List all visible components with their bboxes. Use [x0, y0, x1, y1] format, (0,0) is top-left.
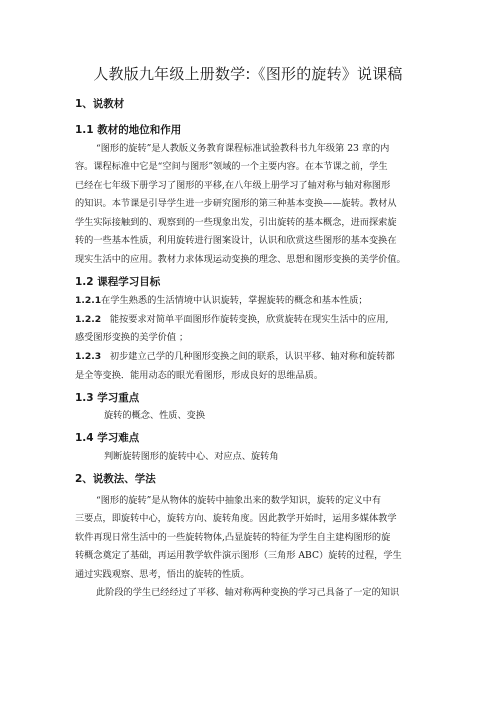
paragraph-line: “图形的旋转”是人教版义务教育课程标准试验教科书九年级第 23 章的内 [96, 143, 390, 154]
goal-item-1 [75, 294, 435, 308]
goal-item-3 [75, 350, 435, 364]
section-heading-1: 1、说教材 [75, 98, 125, 110]
goal-number: 1.2.1 [75, 295, 102, 306]
subsection-heading-1-3: 1.3 学习重点 [75, 392, 140, 404]
paragraph-line: 通过实践观察、思考，悟出的旋转的性质。 [75, 569, 250, 580]
subsection-heading-1-2: 1.2 课程学习目标 [75, 276, 161, 288]
paragraph-line: “图形的旋转”是从物体的旋转中抽象出来的数学知识，旋转的定义中有 [96, 495, 382, 506]
paragraph-line: 此阶段的学生已经经过了平移、轴对称两种变换的学习己具备了一定的知识 [96, 587, 400, 598]
key-point-text: 旋转的概念、性质、变换 [104, 410, 206, 421]
goal-item-2 [75, 313, 435, 327]
paragraph-line: 容。课程标准中它是“空间与图形”领域的一个主要内容。在本节课之前，学生 [75, 161, 388, 172]
subsection-heading-1-4: 1.4 学习难点 [75, 432, 140, 444]
goal-continuation: 是全等变换．能用动态的眼光看图形，形成良好的思维品质。 [75, 370, 324, 381]
paragraph-line: 现实生活中的应用。教材力求体现运动变换的理念、思想和图形变换的美学价值。 [75, 254, 406, 265]
paragraph-line: 已经在七年级下册学习了图形的平移,在八年级上册学习了轴对称与轴对称图形 [75, 180, 391, 191]
section-heading-2: 2、说教法、学法 [75, 473, 156, 485]
paragraph-line: 软件再现日常生活中的一些旋转物体,凸显旋转的特征为学生自主建构图形的旋 [75, 532, 391, 543]
goal-text: 初步建立己学的几种图形变换之间的联系，认识平移、轴对称和旋转都 [101, 351, 395, 362]
goal-number: 1.2.2 [75, 314, 102, 325]
goal-continuation: 感受图形变换的美学价值 ； [75, 332, 189, 343]
goal-text: 能按要求对简单平面图形作旋转变换，欣赏旋转在现实生活中的应用, [101, 314, 389, 325]
paragraph-line: 转概念奠定了基础，再运用教学软件演示图形（三角形 ABC）旋转的过程，学生 [75, 550, 402, 561]
paragraph-line: 学生实际接触到的、观察到的一些现象出发，引出旋转的基本概念，进而探索旋 [75, 217, 397, 228]
goal-text: 在学生熟悉的生活情境中认识旋转，掌握旋转的概念和基本性质； [101, 295, 368, 306]
document-title: 人教版九年级上册数学:《图形的旋转》说课稿 [93, 65, 403, 83]
paragraph-line: 三要点，即旋转中心，旋转方向、旋转角度。因此教学开始时，运用多媒体教学 [75, 513, 397, 524]
paragraph-line: 转的一些基本性质，利用旋转进行图案设计，认识和欣赏这些图形的基本变换在 [75, 235, 397, 246]
goal-number: 1.2.3 [75, 351, 102, 362]
subsection-heading-1-1: 1.1 教材的地位和作用 [75, 124, 182, 136]
difficulty-text: 判断旋转图形的旋转中心、对应点、旋转角 [104, 451, 279, 462]
paragraph-line: 的知识。本节课是引导学生进一步研究图形的第三种基本变换——旋转。教材从 [75, 198, 397, 209]
